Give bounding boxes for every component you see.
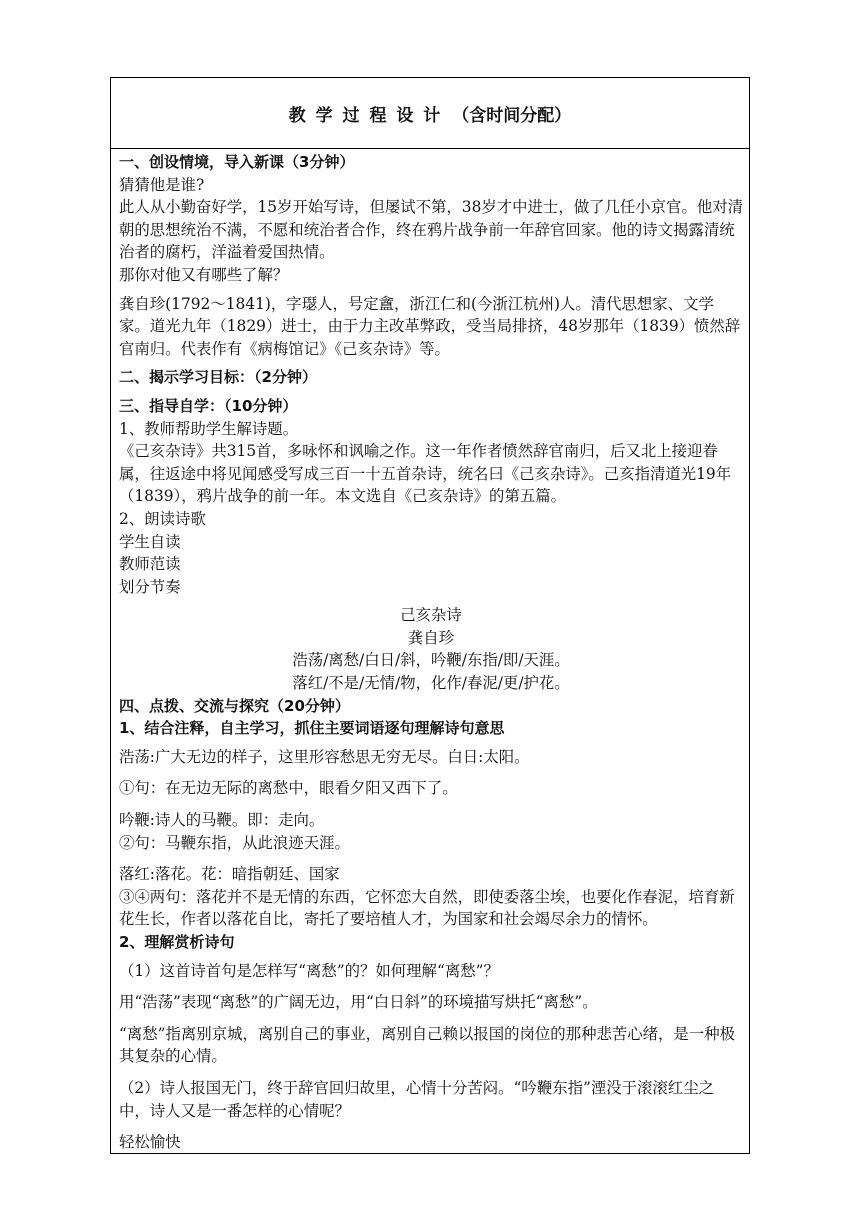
- paragraph: 落红:落花。花：暗指朝廷、国家: [119, 865, 340, 884]
- paragraph: 2、朗读诗歌: [119, 509, 206, 528]
- title-row: [111, 78, 749, 149]
- paragraph: 轻松愉快: [119, 1133, 181, 1152]
- paragraph: “离愁”指离别京城，离别自己的事业，离别自己赖以报国的岗位的那种悲苦心绪，是一种极其复杂的心情。: [119, 1024, 735, 1066]
- teaching-process-content: [111, 149, 749, 1153]
- table-title: [289, 101, 572, 126]
- paragraph: 划分节奏: [119, 577, 181, 596]
- poem-line: 龚自珍: [407, 628, 455, 647]
- poem-line: 落红/不是/无情/物，化作/春泥/更/护花。: [292, 674, 570, 693]
- paragraph: 猜猜他是谁?: [119, 175, 205, 194]
- title-main: 教 学 过 程 设 计: [288, 105, 443, 126]
- paragraph: ③④两句：落花并不是无情的东西，它怀恋大自然，即使委落尘埃，也要化作春泥，培育新花生长，作者以落花自比，寄托了要培植人才，为国家和社会竭尽余力的情怀。: [119, 887, 735, 929]
- paragraph: 用“浩荡”表现“离愁”的广阔无边，用“白日斜”的环境描写烘托“离愁”。: [119, 993, 598, 1012]
- section-heading: 二、揭示学习目标：（2分钟）: [119, 368, 317, 387]
- paragraph: 龚自珍(1792～1841)，字璱人，号定盦，浙江仁和(今浙江杭州)人。清代思想家、文学家。道光九年（1829）进士，由于力主改革弊政，受当局排挤，48岁那年（1839）愤然辞官南归。代表作有《病梅馆记》《己亥杂诗》等。: [119, 294, 741, 358]
- paragraph: 学生自读: [119, 532, 181, 551]
- poem-line: 己亥杂诗: [400, 606, 462, 625]
- section-heading: 1、结合注释，自主学习，抓住主要词语逐句理解诗句意思: [119, 719, 505, 738]
- paragraph: 此人从小勤奋好学，15岁开始写诗，但屡试不第，38岁才中进士，做了几任小京官。他对清朝的思想统治不满，不愿和统治者合作，终在鸦片战争前一年辞官回家。他的诗文揭露清统治者的腐朽，洋溢着爱国热情。: [119, 198, 744, 262]
- paragraph: （2）诗人报国无门，终于辞官回归故里，心情十分苦闷。“吟鞭东指”湮没于滚滚红尘之中，诗人又是一番怎样的心情呢？: [119, 1078, 714, 1120]
- section-heading: 四、点拨、交流与探究（20分钟）: [119, 696, 350, 715]
- paragraph: 浩荡:广大无边的样子，这里形容愁思无穷无尽。白日:太阳。: [119, 747, 530, 766]
- section-heading: 一、创设情境，导入新课（3分钟）: [119, 153, 355, 171]
- paragraph: 《己亥杂诗》共315首，多咏怀和讽喻之作。这一年作者愤然辞官南归，后又北上接迎眷属，往返途中将见闻感受写成三百一十五首杂诗，统名曰《己亥杂诗》。己亥指清道光19年（1839），鸦片战争的前一年。本文选自《己亥杂诗》的第五篇。: [119, 442, 732, 506]
- section-heading: 三、指导自学：（10分钟）: [119, 396, 298, 415]
- paragraph: （1）这首诗首句是怎样写“离愁”的？如何理解“离愁”？: [119, 961, 499, 980]
- section-heading: 2、理解赏析诗句: [119, 933, 235, 951]
- title-paren: （含时间分配）: [452, 105, 572, 126]
- lesson-plan-table: [110, 77, 750, 1154]
- paragraph: ①句：在无边无际的离愁中，眼看夕阳又西下了。: [119, 779, 458, 798]
- paragraph: 1、教师帮助学生解诗题。: [119, 419, 299, 438]
- paragraph: 那你对他又有哪些了解？: [119, 265, 289, 284]
- paragraph: 教师范读: [119, 555, 181, 574]
- poem-line: 浩荡/离愁/白日/斜，吟鞭/东指/即/天涯。: [292, 651, 570, 670]
- paragraph: 吟鞭:诗人的马鞭。即：走向。: [119, 811, 325, 830]
- paragraph: ②句：马鞭东指，从此浪迹天涯。: [119, 833, 350, 852]
